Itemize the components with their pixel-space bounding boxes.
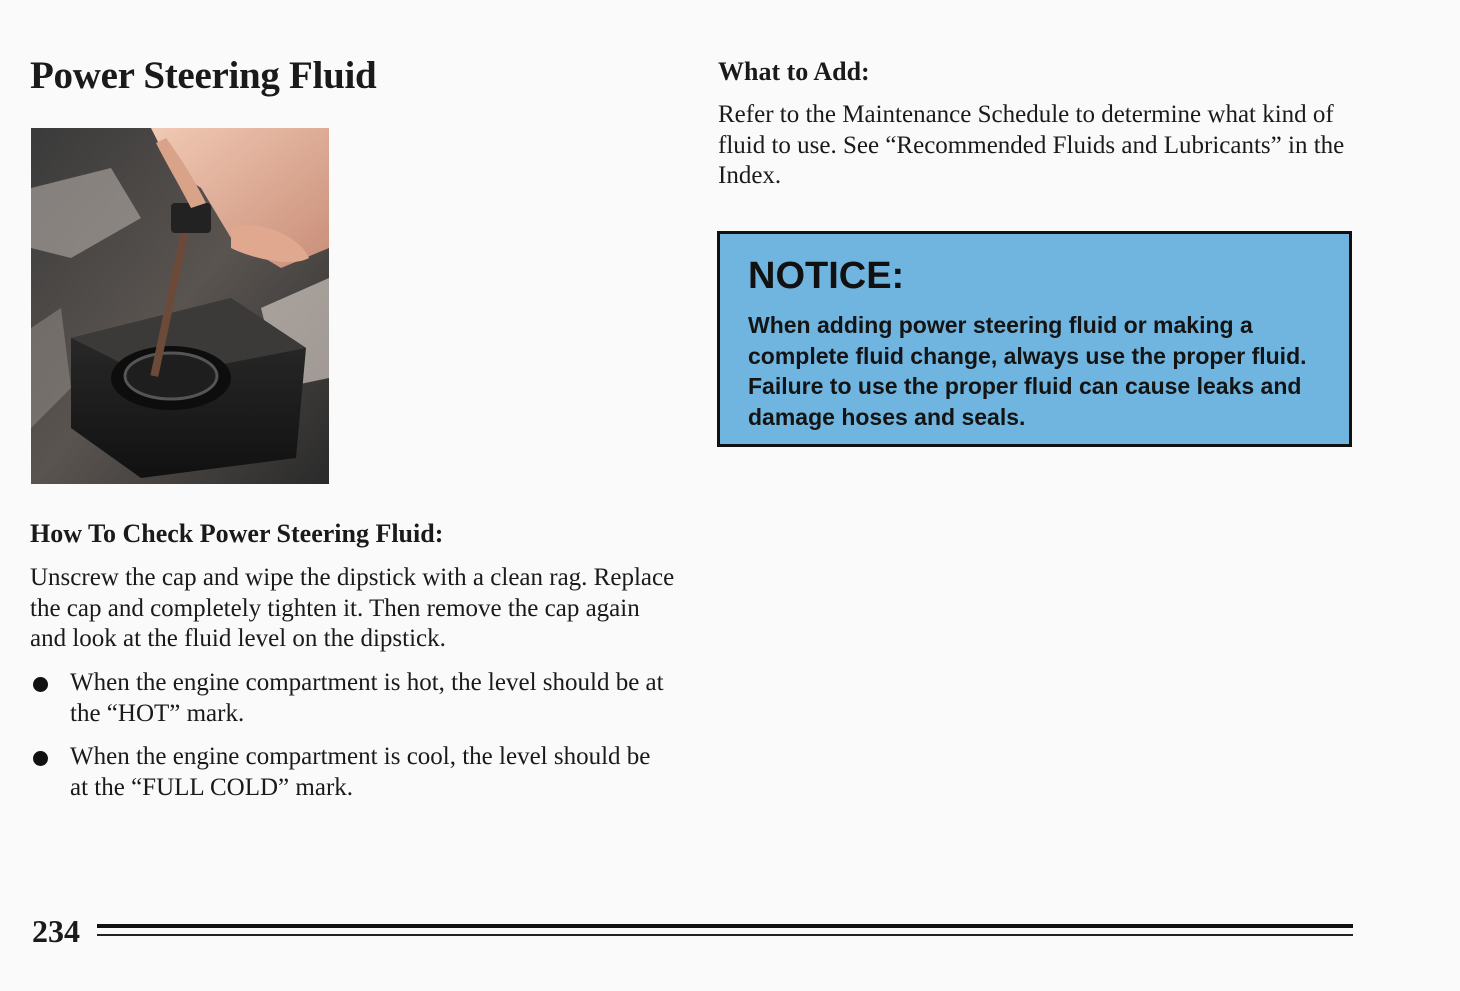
notice-box [717,231,1352,447]
footer-rule-thick [97,924,1353,928]
check-section-heading: How To Check Power Steering Fluid: [30,519,444,548]
bullet-icon [33,751,48,766]
dipstick-photo [31,128,329,484]
add-section-heading: What to Add: [718,57,870,86]
list-item [30,668,670,729]
list-item [30,742,670,803]
bullet-text: When the engine compartment is hot, the level should be at the “HOT” mark. [70,669,664,727]
bullet-text: When the engine compartment is cool, the level should be at the “FULL COLD” mark. [70,743,651,801]
bullet-icon [33,677,48,692]
footer-rule [97,924,1353,938]
page-title: Power Steering Fluid [30,54,377,97]
notice-text: When adding power steering fluid or making a complete fluid change, always use the proper fluid. Failure to use the proper fluid can cause leaks and damage hoses and seals. [748,312,1307,430]
footer-rule-thin [97,934,1353,936]
page-number: 234 [32,913,80,949]
check-section-body: Unscrew the cap and wipe the dipstick with a clean rag. Replace the cap and completely tighten it. Then remove the cap again and look at the fluid level on the dipstick. [30,564,675,652]
notice-title: NOTICE: [748,255,905,297]
add-section-body: Refer to the Maintenance Schedule to determine what kind of fluid to use. See “Recommended Fluids and Lubricants” in the Index. [718,101,1345,189]
check-bullet-list [30,668,670,816]
